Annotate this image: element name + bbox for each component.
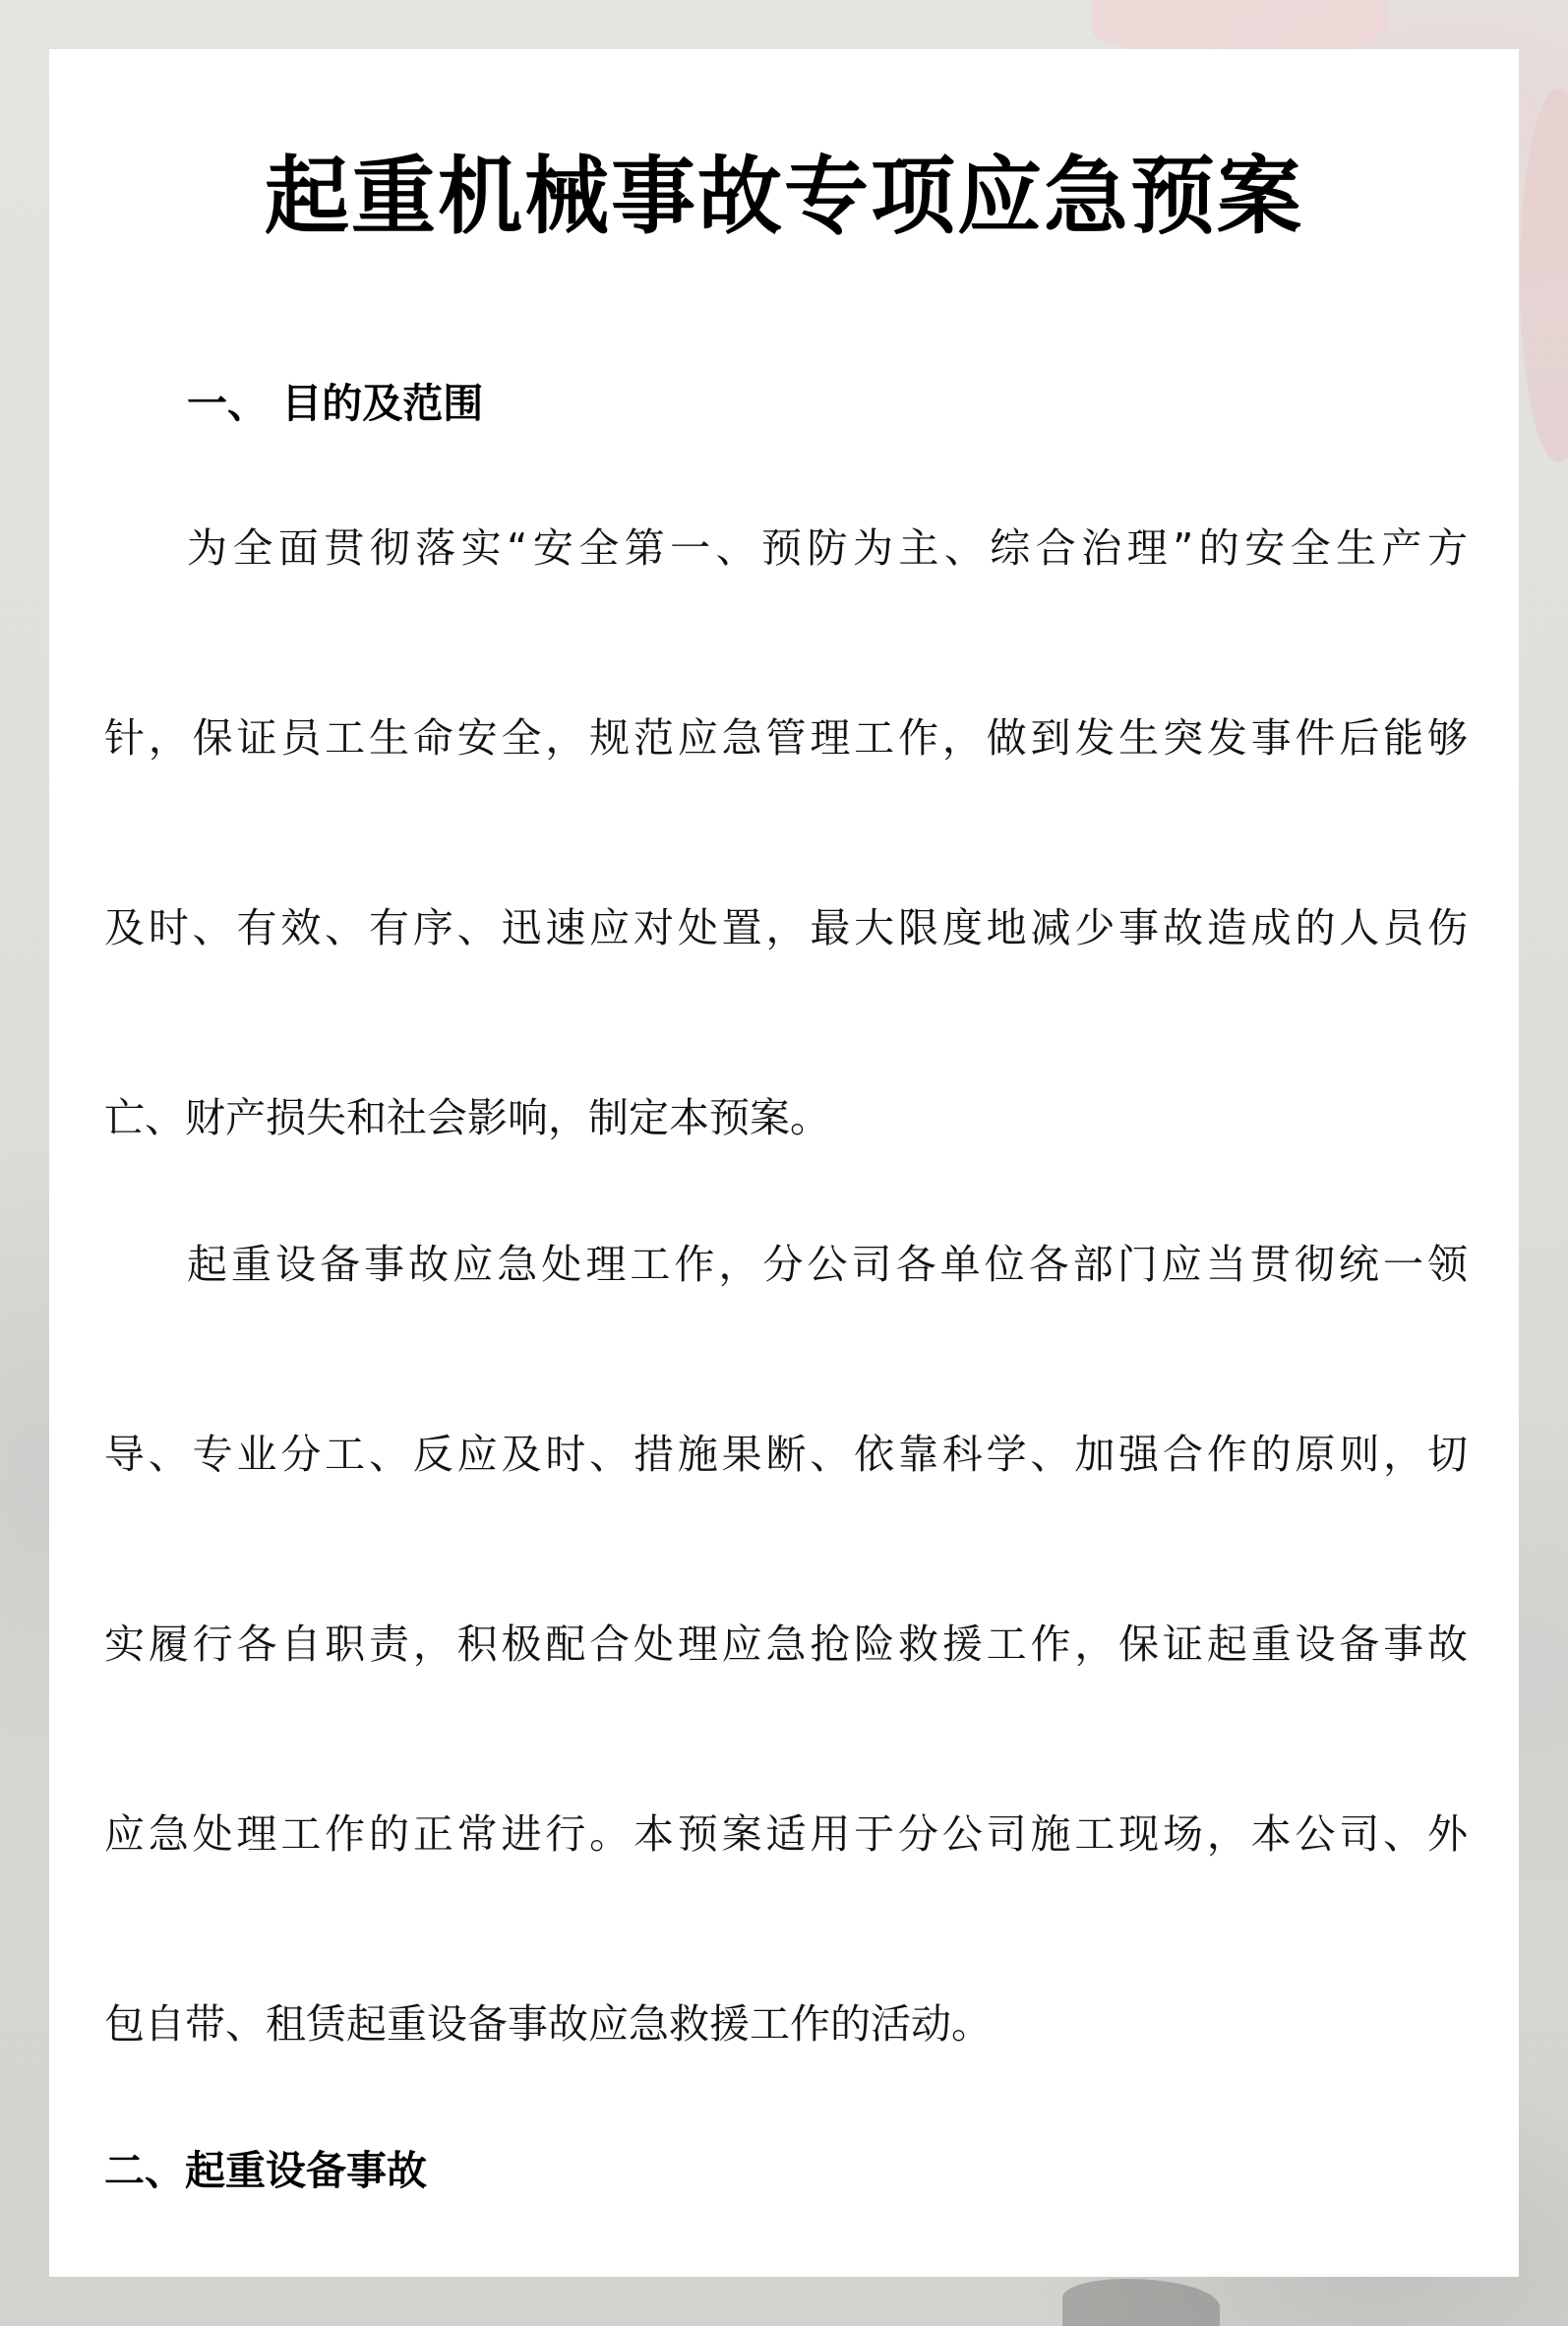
section-heading-purpose-scope: 一、 目的及范围 bbox=[187, 380, 484, 427]
paragraph-line: 导、专业分工、反应及时、措施果断、依靠科学、加强合作的原则，切 bbox=[104, 1431, 1468, 1478]
background-petal-decoration bbox=[1520, 89, 1568, 462]
paragraph-line: 亡、财产损失和社会影响，制定本预案。 bbox=[104, 1094, 830, 1141]
paragraph-line: 及时、有效、有序、迅速应对处置，最大限度地减少事故造成的人员伤 bbox=[104, 904, 1468, 951]
section-heading-crane-accident: 二、起重设备事故 bbox=[104, 2147, 427, 2194]
document-page bbox=[49, 49, 1519, 2277]
paragraph-line: 针，保证员工生命安全，规范应急管理工作，做到发生突发事件后能够 bbox=[104, 714, 1468, 762]
paragraph-line: 实履行各自职责，积极配合处理应急抢险救援工作，保证起重设备事故 bbox=[104, 1621, 1468, 1668]
background-branch-decoration bbox=[1062, 2279, 1220, 2326]
paragraph-line: 应急处理工作的正常进行。本预案适用于分公司施工现场，本公司、外 bbox=[104, 1810, 1468, 1858]
paragraph-line: 起重设备事故应急处理工作，分公司各单位各部门应当贯彻统一领 bbox=[187, 1241, 1468, 1288]
paragraph-line: 包自带、租赁起重设备事故应急救援工作的活动。 bbox=[104, 2000, 992, 2048]
document-title: 起重机械事故专项应急预案 bbox=[265, 148, 1303, 246]
paragraph-line: 为全面贯彻落实“安全第一、预防为主、综合治理”的安全生产方 bbox=[187, 524, 1468, 572]
